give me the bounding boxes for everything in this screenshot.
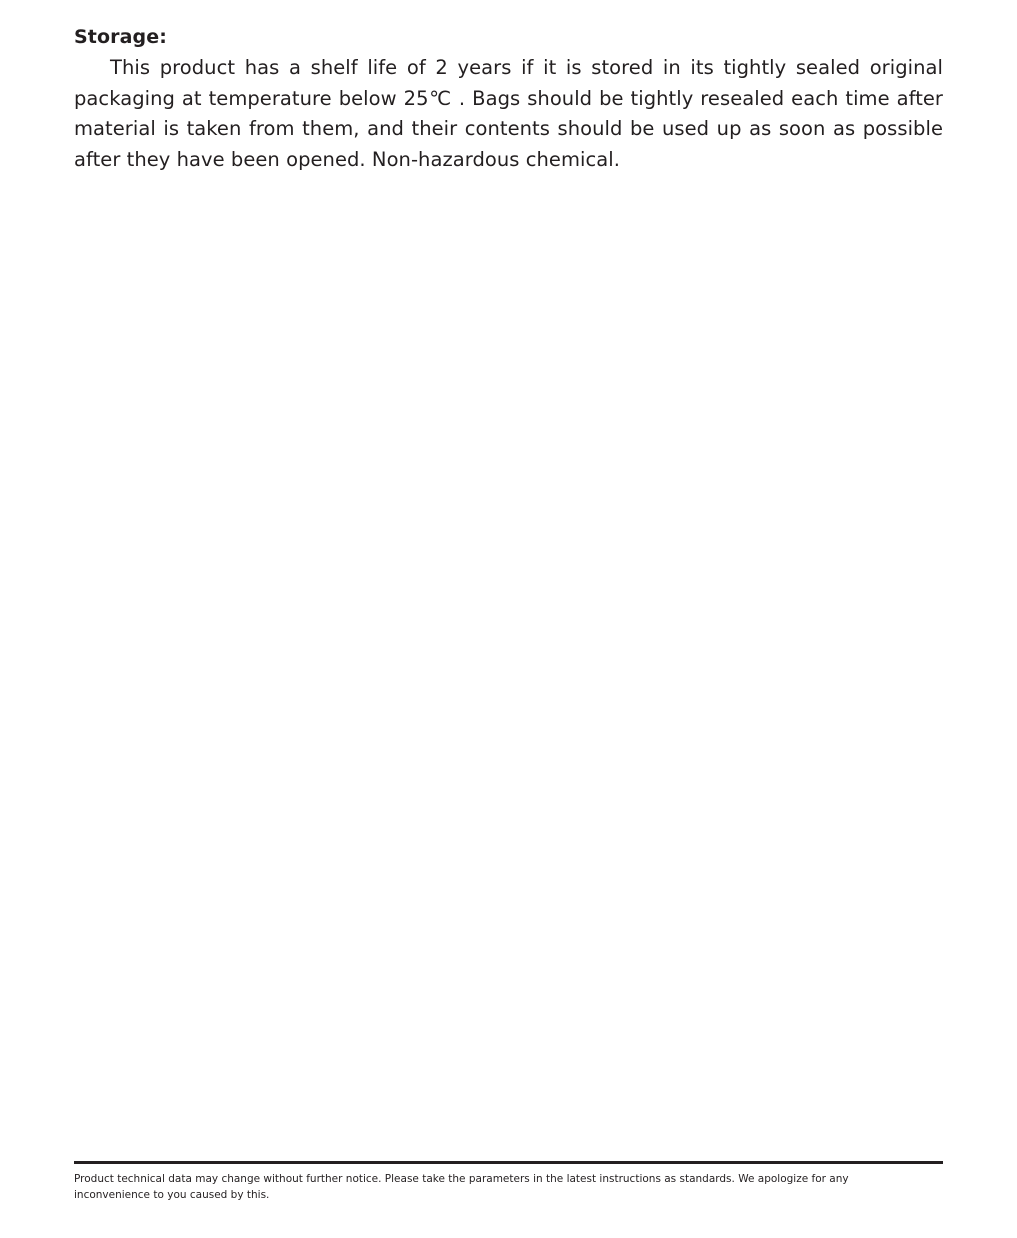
footer-disclaimer-line-2: inconvenience to you caused by this. [74,1189,270,1201]
footer-disclaimer [74,1171,943,1203]
storage-paragraph: This product has a shelf life of 2 years if it is stored in its tightly sealed original packaging at temperature below 25℃ . Bags should be tightly resealed each time after material is taken from them, and their contents should be used up as soon as possible after they have been opened. Non-hazardous chemical. [74,56,943,171]
section-heading-storage: Storage: [74,26,167,48]
footer-divider [74,1161,943,1164]
storage-section [74,24,943,175]
footer-disclaimer-line-1: Product technical data may change without further notice. Please take the parameters in the latest instructions as standards. We apologize for any [74,1173,849,1185]
page-footer [74,1161,943,1203]
